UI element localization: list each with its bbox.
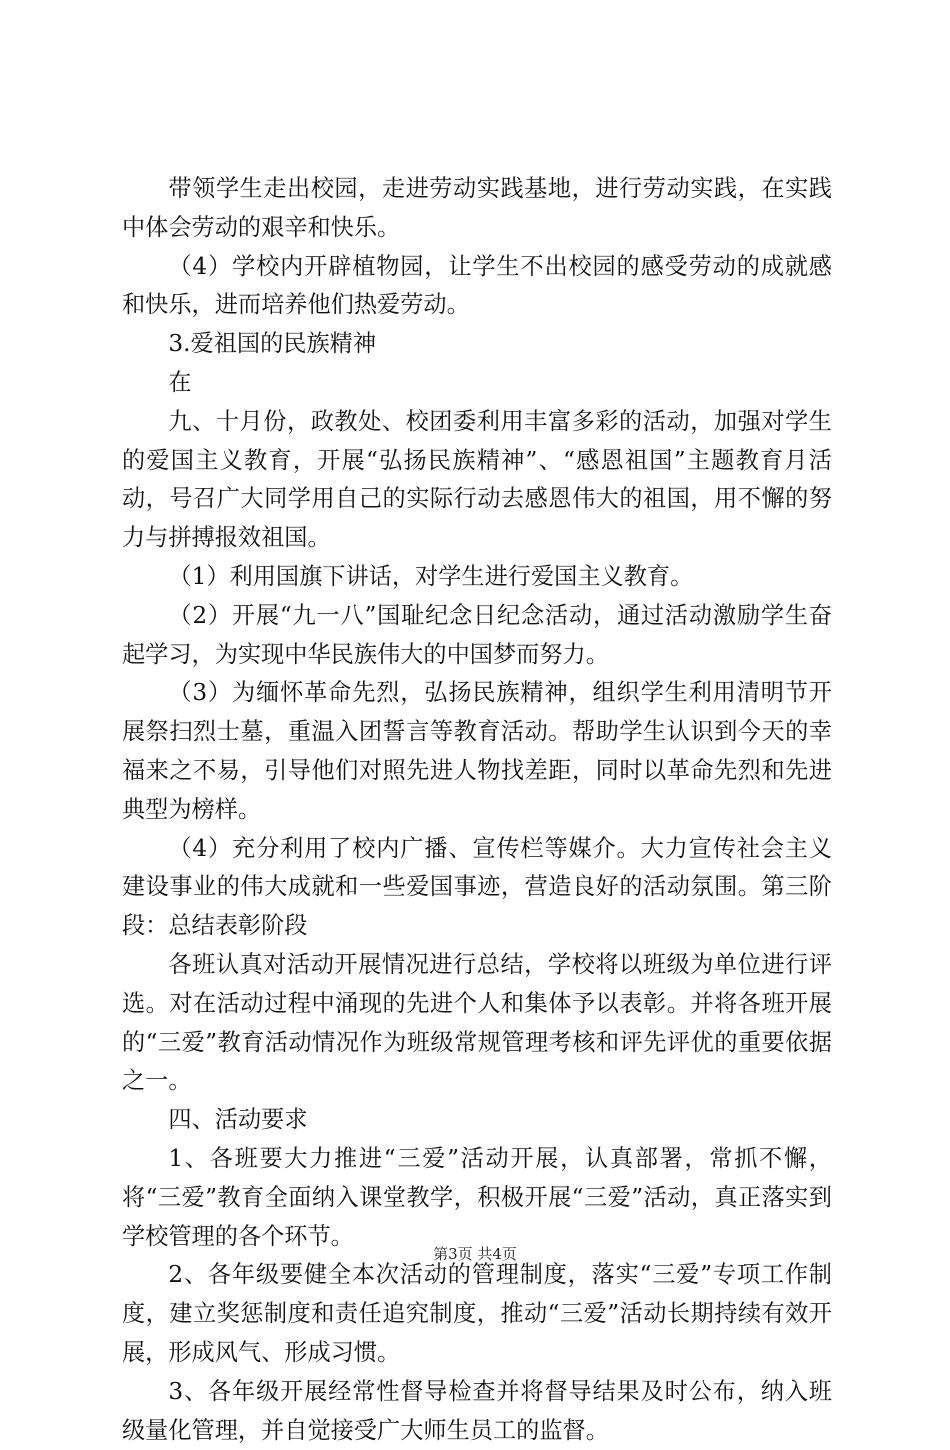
paragraph: 1、各班要大力推进“三爱”活动开展，认真部署，常抓不懈，将“三爱”教育全面纳入课堂教学，积极开展“三爱”活动，真正落实到学校管理的各个环节。 (122, 1144, 832, 1250)
paragraph: 各班认真对活动开展情况进行总结，学校将以班级为单位进行评选。对在活动过程中涌现的先进个人和集体予以表彰。并将各班开展的“三爱”教育活动情况作为班级常规管理考核和评先评优的重要依据之一。 (122, 950, 832, 1095)
paragraph: 九、十月份，政教处、校团委利用丰富多彩的活动，加强对学生的爱国主义教育，开展“弘扬民族精神”、“感恩祖国”主题教育月活动，号召广大同学用自己的实际行动去感恩伟大的祖国，用不懈的努力与拼搏报效祖国。 (122, 407, 832, 552)
paragraph: 带领学生走出校园，走进劳动实践基地，进行劳动实践，在实践中体会劳动的艰辛和快乐。 (122, 175, 832, 241)
paragraph: （4）充分利用了校内广播、宣传栏等媒介。大力宣传社会主义建设事业的伟大成就和一些爱国事迹，营造良好的活动氛围。第三阶段：总结表彰阶段 (122, 834, 832, 940)
paragraph: （3）为缅怀革命先烈，弘扬民族精神，组织学生利用清明节开展祭扫烈士墓，重温入团誓言等教育活动。帮助学生认识到今天的幸福来之不易，引导他们对照先进人物找差距，同时以革命先烈和先进典型为榜样。 (122, 679, 832, 823)
paragraph: （4）学校内开辟植物园，让学生不出校园的感受劳动的成就感和快乐，进而培养他们热爱劳动。 (122, 252, 832, 319)
page-footer: 第3页 共4页 (433, 1245, 517, 1263)
section-heading: 3.爱祖国的民族精神 (168, 330, 377, 358)
paragraph: （2）开展“九一八”国耻纪念日纪念活动，通过活动激励学生奋起学习，为实现中华民族伟大的中国梦而努力。 (122, 601, 832, 668)
paragraph: （1）利用国旗下讲话，对学生进行爱国主义教育。 (168, 562, 694, 590)
paragraph: 3、各年级开展经常性督导检查并将督导结果及时公布，纳入班级量化管理，并自觉接受广大师生员工的监督。 (122, 1377, 832, 1444)
paragraph: 2、各年级要健全本次活动的管理制度，落实“三爱”专项工作制度，建立奖惩制度和责任追究制度，推动“三爱”活动长期持续有效开展，形成风气、形成习惯。 (122, 1261, 832, 1366)
paragraph: 在 (168, 368, 192, 396)
section-heading: 四、活动要求 (168, 1106, 308, 1134)
